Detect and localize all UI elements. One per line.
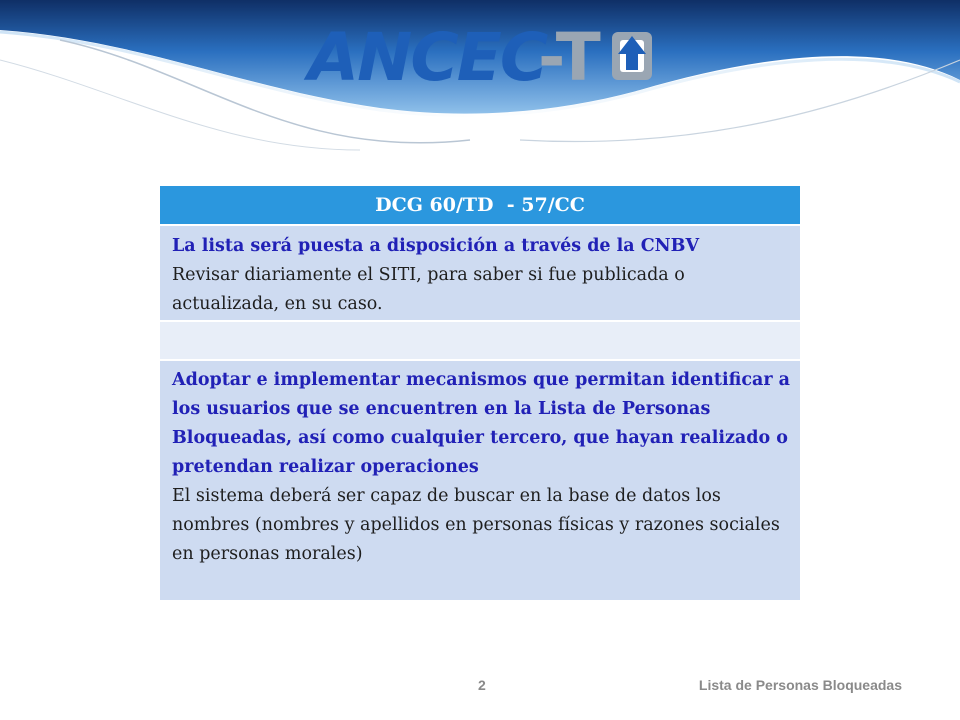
table-row [160,361,800,600]
svg-text:-T: -T [538,19,601,96]
footer-title: Lista de Personas Bloqueadas [698,677,902,693]
table-header: DCG 60/TD - 57/CC [160,186,800,226]
ancec-td-logo [300,8,680,98]
row-text: El sistema deberá ser capaz de buscar en la base de datos los nombres (nombres y apellidos en personas físicas y razones sociales en personas morales) [172,486,780,564]
page-number: 2 [478,677,486,693]
requirements-table [160,186,800,600]
table-row-empty [160,322,800,361]
row-heading: Adoptar e implementar mecanismos que permitan identificar a los usuarios que se encuentren en la Lista de Personas Bloqueadas, así como cualquier tercero, que hayan realizado o pretendan realizar operaciones [172,370,791,477]
table-row [160,226,800,322]
svg-text:ANCEC: ANCEC [308,19,547,96]
row-text: Revisar diariamente el SITI, para saber si fue publicada o actualizada, en su caso. [172,265,685,314]
row-heading: La lista será puesta a disposición a través de la CNBV [172,236,700,256]
